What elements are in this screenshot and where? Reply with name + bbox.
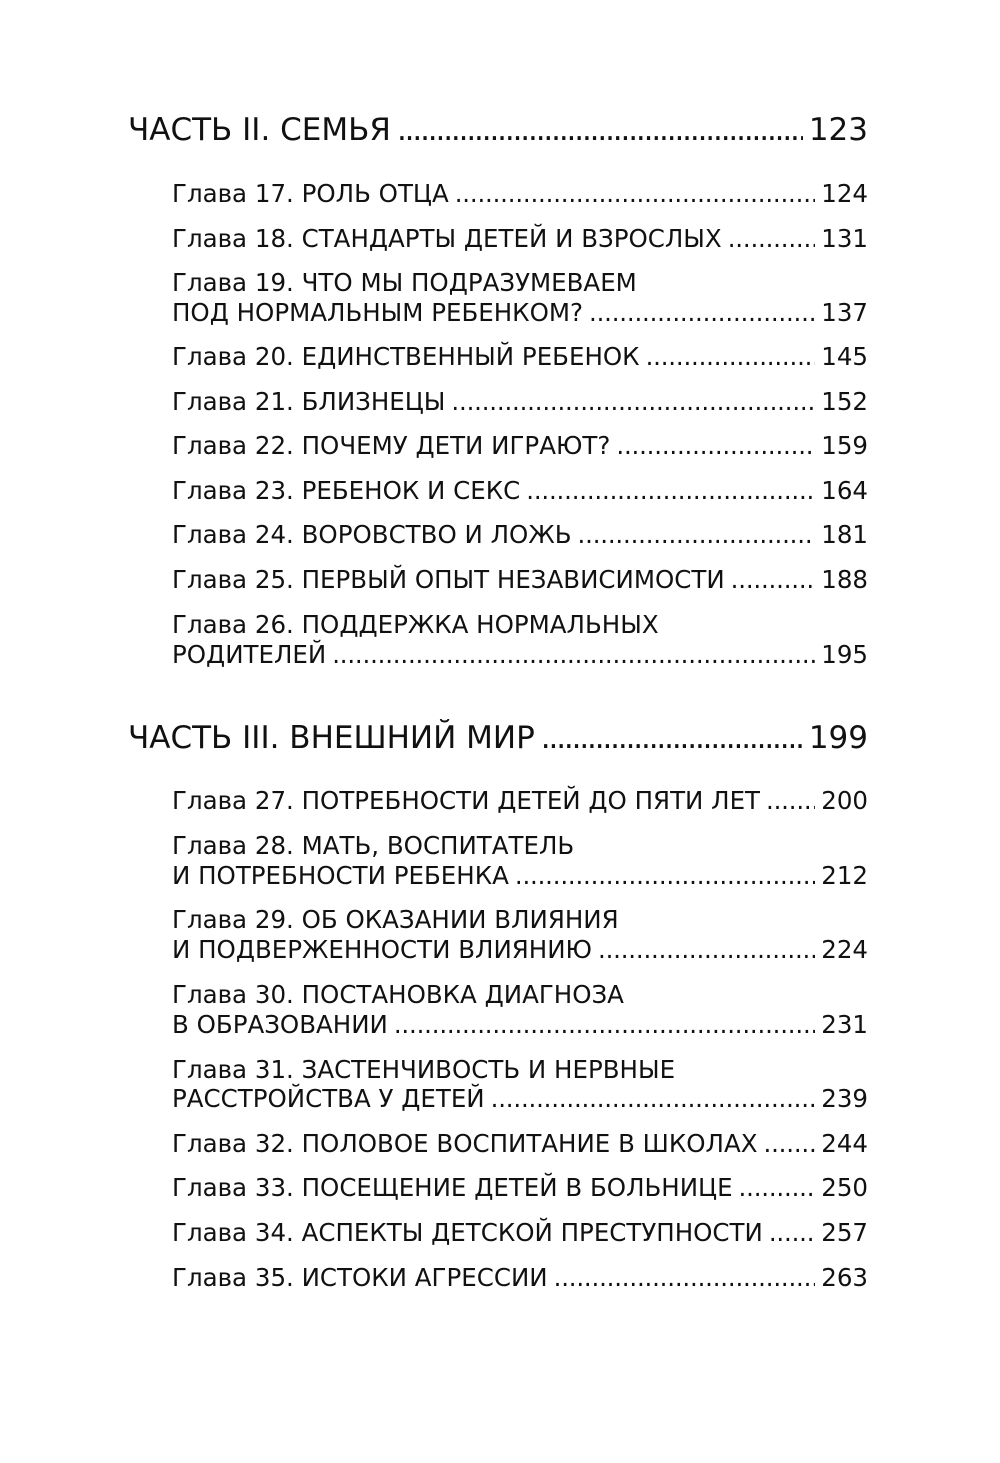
chapter-title: Глава 34. АСПЕКТЫ ДЕТСКОЙ ПРЕСТУПНОСТИ [172, 1218, 763, 1247]
dot-leader [589, 298, 815, 327]
dot-leader [731, 565, 816, 594]
toc-entry [172, 1218, 868, 1247]
dot-leader [397, 112, 803, 148]
dot-leader [394, 1010, 815, 1039]
chapter-title-continuation: И ПОТРЕБНОСТИ РЕБЕНКА [172, 861, 509, 890]
dot-leader [769, 1218, 815, 1247]
dot-leader [578, 520, 816, 549]
chapter-title: Глава 25. ПЕРВЫЙ ОПЫТ НЕЗАВИСИМОСТИ [172, 565, 725, 594]
chapter-title: Глава 33. ПОСЕЩЕНИЕ ДЕТЕЙ В БОЛЬНИЦЕ [172, 1173, 733, 1202]
dot-leader [455, 179, 816, 208]
chapter-title-continuation: ПОД НОРМАЛЬНЫМ РЕБЕНКОМ? [172, 298, 583, 327]
chapter-page-number: 181 [821, 520, 868, 549]
dot-leader [541, 720, 803, 756]
toc-entry [172, 1084, 868, 1113]
chapter-title-continuation: И ПОДВЕРЖЕННОСТИ ВЛИЯНИЮ [172, 935, 592, 964]
chapter-page-number: 152 [821, 387, 868, 416]
chapter-page-number: 195 [821, 640, 868, 669]
part-heading [128, 112, 868, 148]
chapter-page-number: 244 [821, 1129, 868, 1158]
toc-entry [172, 935, 868, 964]
chapter-page-number: 224 [821, 935, 868, 964]
toc-entry [172, 476, 868, 505]
chapter-title: Глава 23. РЕБЕНОК И СЕКС [172, 476, 521, 505]
dot-leader [491, 1084, 816, 1113]
toc-entry [172, 861, 868, 890]
dot-leader [598, 935, 815, 964]
chapter-title-continuation: В ОБРАЗОВАНИИ [172, 1010, 388, 1039]
chapter-page-number: 188 [821, 565, 868, 594]
dot-leader [764, 1129, 816, 1158]
chapter-title: Глава 26. ПОДДЕРЖКА НОРМАЛЬНЫХ [172, 610, 659, 639]
chapter-page-number: 131 [821, 224, 868, 253]
chapter-page-number: 231 [821, 1010, 868, 1039]
chapter-page-number: 137 [821, 298, 868, 327]
toc-entry [172, 431, 868, 460]
toc-entry [172, 1173, 868, 1202]
part-title: ЧАСТЬ III. ВНЕШНИЙ МИР [128, 720, 535, 756]
dot-leader [616, 431, 815, 460]
chapter-title: Глава 31. ЗАСТЕНЧИВОСТЬ И НЕРВНЫЕ [172, 1055, 676, 1084]
part-title: ЧАСТЬ II. СЕМЬЯ [128, 112, 391, 148]
toc-entry [172, 298, 868, 327]
chapter-page-number: 212 [821, 861, 868, 890]
chapter-page-number: 257 [821, 1218, 868, 1247]
dot-leader [728, 224, 816, 253]
dot-leader [515, 861, 815, 890]
chapter-page-number: 159 [821, 431, 868, 460]
dot-leader [526, 476, 815, 505]
chapter-title: Глава 29. ОБ ОКАЗАНИИ ВЛИЯНИЯ [172, 905, 619, 934]
part-heading [128, 720, 868, 756]
toc-entry [172, 640, 868, 669]
dot-leader [554, 1263, 816, 1292]
chapter-page-number: 124 [821, 179, 868, 208]
chapter-title: Глава 20. ЕДИНСТВЕННЫЙ РЕБЕНОК [172, 342, 640, 371]
chapter-title: Глава 17. РОЛЬ ОТЦА [172, 179, 449, 208]
toc-entry [172, 224, 868, 253]
chapter-page-number: 263 [821, 1263, 868, 1292]
toc-entry [172, 179, 868, 208]
part-page-number: 123 [808, 112, 868, 148]
chapter-title-continuation: РАССТРОЙСТВА У ДЕТЕЙ [172, 1084, 485, 1113]
dot-leader [739, 1173, 816, 1202]
chapter-page-number: 250 [821, 1173, 868, 1202]
chapter-title: Глава 28. МАТЬ, ВОСПИТАТЕЛЬ [172, 831, 575, 860]
chapter-title-continuation: РОДИТЕЛЕЙ [172, 640, 327, 669]
chapter-page-number: 200 [821, 786, 868, 815]
chapter-title: Глава 35. ИСТОКИ АГРЕССИИ [172, 1263, 548, 1292]
chapter-page-number: 239 [821, 1084, 868, 1113]
dot-leader [646, 342, 816, 371]
dot-leader [766, 786, 815, 815]
chapter-title: Глава 18. СТАНДАРТЫ ДЕТЕЙ И ВЗРОСЛЫХ [172, 224, 722, 253]
toc-entry [172, 786, 868, 815]
toc-entry [172, 342, 868, 371]
chapter-page-number: 145 [821, 342, 868, 371]
chapter-title: Глава 27. ПОТРЕБНОСТИ ДЕТЕЙ ДО ПЯТИ ЛЕТ [172, 786, 761, 815]
toc-entry [172, 1010, 868, 1039]
chapter-title: Глава 21. БЛИЗНЕЦЫ [172, 387, 446, 416]
chapter-title: Глава 32. ПОЛОВОЕ ВОСПИТАНИЕ В ШКОЛАХ [172, 1129, 758, 1158]
toc-entry [172, 565, 868, 594]
dot-leader [451, 387, 815, 416]
dot-leader [332, 640, 815, 669]
toc-entry [172, 387, 868, 416]
chapter-page-number: 164 [821, 476, 868, 505]
part-page-number: 199 [808, 720, 868, 756]
toc-entry [172, 520, 868, 549]
chapter-title: Глава 22. ПОЧЕМУ ДЕТИ ИГРАЮТ? [172, 431, 611, 460]
chapter-title: Глава 24. ВОРОВСТВО И ЛОЖЬ [172, 520, 572, 549]
chapter-title: Глава 19. ЧТО МЫ ПОДРАЗУМЕВАЕМ [172, 268, 637, 297]
toc-entry [172, 1263, 868, 1292]
toc-entry [172, 1129, 868, 1158]
chapter-title: Глава 30. ПОСТАНОВКА ДИАГНОЗА [172, 980, 624, 1009]
